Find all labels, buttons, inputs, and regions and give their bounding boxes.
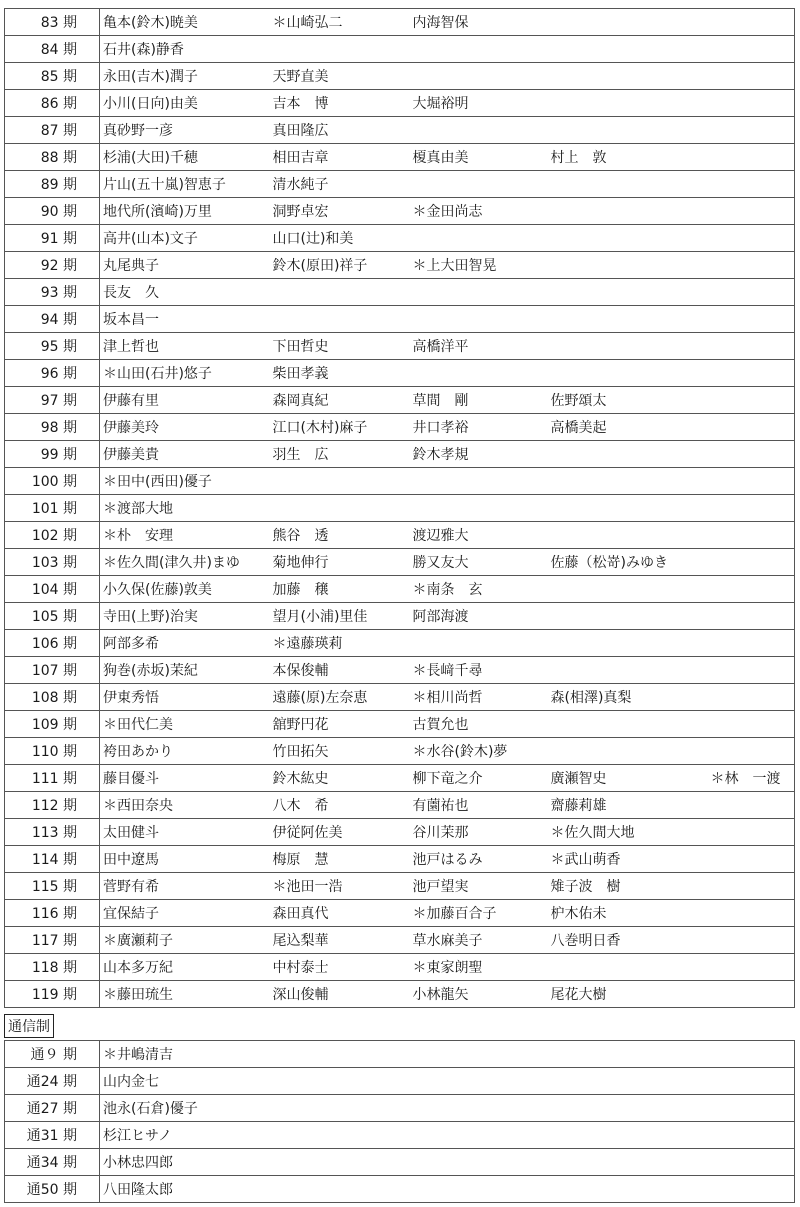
- term-cell: 96 期: [5, 360, 100, 387]
- name-cell: [410, 36, 548, 63]
- name-cell: [708, 927, 795, 954]
- term-cell: 85 期: [5, 63, 100, 90]
- table-row: [5, 765, 795, 792]
- term-cell: 93 期: [5, 279, 100, 306]
- name-cell: 高橋美起: [548, 414, 708, 441]
- name-cell: 雉子波 樹: [548, 873, 708, 900]
- name-cell: [708, 63, 795, 90]
- table-row: [5, 549, 795, 576]
- name-cell: 亀本(鈴木)暁美: [100, 9, 270, 36]
- name-cell: [548, 360, 708, 387]
- name-cell: 榎真由美: [410, 144, 548, 171]
- name-cell: 齋藤莉雄: [548, 792, 708, 819]
- name-cell: 坂本昌一: [100, 306, 270, 333]
- name-cell: [708, 9, 795, 36]
- name-cell: [548, 306, 708, 333]
- name-cell: [548, 279, 708, 306]
- table-row: [5, 954, 795, 981]
- name-cell: ＊長﨑千尋: [410, 657, 548, 684]
- name-cell: [708, 225, 795, 252]
- name-cell: 宜保結子: [100, 900, 270, 927]
- name-cell: [410, 306, 548, 333]
- name-cell: 古賀允也: [410, 711, 548, 738]
- table-row: [5, 819, 795, 846]
- name-cell: ＊朴 安理: [100, 522, 270, 549]
- term-cell: 84 期: [5, 36, 100, 63]
- name-cell: ＊藤田琉生: [100, 981, 270, 1008]
- name-cell: [708, 819, 795, 846]
- name-cell: ＊田中(西田)優子: [100, 468, 270, 495]
- name-cell: 太田健斗: [100, 819, 270, 846]
- table-row: [5, 414, 795, 441]
- name-cell: 山口(辻)和美: [270, 225, 410, 252]
- name-cell: 熊谷 透: [270, 522, 410, 549]
- name-cell: [270, 36, 410, 63]
- name-cell: ＊山崎弘二: [270, 9, 410, 36]
- table-row: [5, 576, 795, 603]
- name-cell: 内海智保: [410, 9, 548, 36]
- name-cell: 枦木佑未: [548, 900, 708, 927]
- name-cell: [548, 954, 708, 981]
- table-row: [5, 144, 795, 171]
- name-cell: 伊東秀悟: [100, 684, 270, 711]
- name-cell: 小林龍矢: [410, 981, 548, 1008]
- term-cell: 116 期: [5, 900, 100, 927]
- name-cell: 渡辺雅大: [410, 522, 548, 549]
- table-row: [5, 630, 795, 657]
- table-row: [5, 171, 795, 198]
- table-row: [5, 360, 795, 387]
- name-cell: 寺田(上野)治実: [100, 603, 270, 630]
- name-cell: [708, 198, 795, 225]
- name-cell: 菊地伸行: [270, 549, 410, 576]
- term-cell: 94 期: [5, 306, 100, 333]
- table-row: [5, 252, 795, 279]
- name-cell: 洞野卓宏: [270, 198, 410, 225]
- term-cell: 89 期: [5, 171, 100, 198]
- name-cell: [410, 630, 548, 657]
- name-cell: [708, 360, 795, 387]
- table-row: [5, 333, 795, 360]
- name-cell: [708, 36, 795, 63]
- table-row: [5, 441, 795, 468]
- term-cell: 118 期: [5, 954, 100, 981]
- name-cell: ＊東家朗聖: [410, 954, 548, 981]
- name-cell: [708, 711, 795, 738]
- name-cell: 八田隆太郎: [100, 1176, 795, 1203]
- name-cell: [548, 630, 708, 657]
- name-cell: [548, 36, 708, 63]
- name-cell: [548, 495, 708, 522]
- name-cell: [270, 279, 410, 306]
- name-cell: 池戸はるみ: [410, 846, 548, 873]
- name-cell: [708, 171, 795, 198]
- name-cell: 竹田拓矢: [270, 738, 410, 765]
- name-cell: [708, 684, 795, 711]
- name-cell: 大堀裕明: [410, 90, 548, 117]
- tsushin-table-body: [5, 1041, 795, 1203]
- name-cell: [708, 873, 795, 900]
- name-cell: 江口(木村)麻子: [270, 414, 410, 441]
- name-cell: [708, 738, 795, 765]
- table-row: [5, 1041, 795, 1068]
- name-cell: [708, 279, 795, 306]
- name-cell: [548, 171, 708, 198]
- name-cell: ＊田代仁美: [100, 711, 270, 738]
- tsushin-table: [4, 1040, 795, 1203]
- name-cell: 池戸望実: [410, 873, 548, 900]
- name-cell: [708, 603, 795, 630]
- name-cell: [548, 468, 708, 495]
- term-cell: 101 期: [5, 495, 100, 522]
- term-cell: 114 期: [5, 846, 100, 873]
- name-cell: [708, 630, 795, 657]
- table-row: [5, 1122, 795, 1149]
- name-cell: 高橋洋平: [410, 333, 548, 360]
- name-cell: [708, 90, 795, 117]
- name-cell: 佐藤（松嵜)みゆき: [548, 549, 708, 576]
- name-cell: [708, 954, 795, 981]
- name-cell: [548, 90, 708, 117]
- table-row: [5, 306, 795, 333]
- name-cell: ＊山田(石井)悠子: [100, 360, 270, 387]
- name-cell: 山本多万紀: [100, 954, 270, 981]
- term-cell: 通24 期: [5, 1068, 100, 1095]
- name-cell: 草間 剛: [410, 387, 548, 414]
- name-cell: [548, 603, 708, 630]
- name-cell: [708, 846, 795, 873]
- name-cell: 小久保(佐藤)敦美: [100, 576, 270, 603]
- name-cell: [708, 549, 795, 576]
- name-cell: [548, 63, 708, 90]
- name-cell: 伊藤有里: [100, 387, 270, 414]
- name-cell: 谷川茉那: [410, 819, 548, 846]
- name-cell: ＊相川尚哲: [410, 684, 548, 711]
- term-cell: 112 期: [5, 792, 100, 819]
- name-cell: 尾込梨華: [270, 927, 410, 954]
- name-cell: [548, 333, 708, 360]
- name-cell: 加藤 穣: [270, 576, 410, 603]
- table-row: [5, 927, 795, 954]
- name-cell: [708, 792, 795, 819]
- term-cell: 104 期: [5, 576, 100, 603]
- name-cell: 地代所(濱崎)万里: [100, 198, 270, 225]
- name-cell: [410, 495, 548, 522]
- table-row: [5, 522, 795, 549]
- name-cell: ＊林 一渡: [708, 765, 795, 792]
- name-cell: [548, 117, 708, 144]
- name-cell: 中村泰士: [270, 954, 410, 981]
- alumni-table-body: [5, 9, 795, 1008]
- name-cell: 片山(五十嵐)智恵子: [100, 171, 270, 198]
- name-cell: 井口孝裕: [410, 414, 548, 441]
- table-row: [5, 846, 795, 873]
- term-cell: 115 期: [5, 873, 100, 900]
- name-cell: 村上 敦: [548, 144, 708, 171]
- term-cell: 86 期: [5, 90, 100, 117]
- name-cell: [708, 657, 795, 684]
- name-cell: ＊佐久間(津久井)まゆ: [100, 549, 270, 576]
- name-cell: [708, 495, 795, 522]
- term-cell: 117 期: [5, 927, 100, 954]
- name-cell: 梅原 慧: [270, 846, 410, 873]
- table-row: [5, 387, 795, 414]
- name-cell: [270, 468, 410, 495]
- name-cell: [708, 981, 795, 1008]
- name-cell: 天野直美: [270, 63, 410, 90]
- term-cell: 97 期: [5, 387, 100, 414]
- term-cell: 83 期: [5, 9, 100, 36]
- name-cell: [708, 252, 795, 279]
- name-cell: [548, 738, 708, 765]
- term-cell: 119 期: [5, 981, 100, 1008]
- name-cell: 小林忠四郎: [100, 1149, 795, 1176]
- name-cell: [410, 225, 548, 252]
- name-cell: [708, 522, 795, 549]
- table-row: [5, 225, 795, 252]
- term-cell: 99 期: [5, 441, 100, 468]
- term-cell: 通９ 期: [5, 1041, 100, 1068]
- table-row: [5, 468, 795, 495]
- name-cell: [270, 306, 410, 333]
- section-label-tsushin: 通信制: [4, 1014, 54, 1038]
- name-cell: 石井(森)静香: [100, 36, 270, 63]
- table-row: [5, 9, 795, 36]
- name-cell: 八巻明日香: [548, 927, 708, 954]
- table-row: [5, 1176, 795, 1203]
- name-cell: ＊武山萌香: [548, 846, 708, 873]
- name-cell: ＊池田一浩: [270, 873, 410, 900]
- name-cell: ＊井嶋清吉: [100, 1041, 795, 1068]
- name-cell: 菅野有希: [100, 873, 270, 900]
- name-cell: 阿部海渡: [410, 603, 548, 630]
- term-cell: 103 期: [5, 549, 100, 576]
- name-cell: 池永(石倉)優子: [100, 1095, 795, 1122]
- table-row: [5, 117, 795, 144]
- term-cell: 通31 期: [5, 1122, 100, 1149]
- name-cell: 永田(吉木)潤子: [100, 63, 270, 90]
- name-cell: 丸尾典子: [100, 252, 270, 279]
- term-cell: 98 期: [5, 414, 100, 441]
- name-cell: [708, 576, 795, 603]
- name-cell: ＊遠藤瑛莉: [270, 630, 410, 657]
- table-row: [5, 279, 795, 306]
- name-cell: ＊水谷(鈴木)夢: [410, 738, 548, 765]
- table-row: [5, 90, 795, 117]
- name-cell: 清水純子: [270, 171, 410, 198]
- name-cell: 阿部多希: [100, 630, 270, 657]
- name-cell: [410, 360, 548, 387]
- name-cell: ＊加藤百合子: [410, 900, 548, 927]
- name-cell: 勝又友大: [410, 549, 548, 576]
- term-cell: 88 期: [5, 144, 100, 171]
- table-row: [5, 1149, 795, 1176]
- term-cell: 110 期: [5, 738, 100, 765]
- name-cell: [270, 495, 410, 522]
- name-cell: [708, 306, 795, 333]
- name-cell: 廣瀬智史: [548, 765, 708, 792]
- table-row: [5, 738, 795, 765]
- name-cell: 森田真代: [270, 900, 410, 927]
- name-cell: 森(相澤)真梨: [548, 684, 708, 711]
- table-row: [5, 63, 795, 90]
- name-cell: [708, 387, 795, 414]
- name-cell: 深山俊輔: [270, 981, 410, 1008]
- name-cell: 尾花大樹: [548, 981, 708, 1008]
- term-cell: 108 期: [5, 684, 100, 711]
- table-row: [5, 792, 795, 819]
- term-cell: 90 期: [5, 198, 100, 225]
- name-cell: [708, 144, 795, 171]
- name-cell: 杉江ヒサノ: [100, 1122, 795, 1149]
- name-cell: [548, 522, 708, 549]
- table-row: [5, 36, 795, 63]
- name-cell: 八木 希: [270, 792, 410, 819]
- name-cell: [708, 441, 795, 468]
- name-cell: 伊藤美玲: [100, 414, 270, 441]
- name-cell: ＊廣瀬莉子: [100, 927, 270, 954]
- name-cell: 吉本 博: [270, 90, 410, 117]
- name-cell: 袴田あかり: [100, 738, 270, 765]
- term-cell: 95 期: [5, 333, 100, 360]
- name-cell: 下田哲史: [270, 333, 410, 360]
- table-row: [5, 684, 795, 711]
- name-cell: [548, 441, 708, 468]
- term-cell: 107 期: [5, 657, 100, 684]
- name-cell: [548, 576, 708, 603]
- term-cell: 92 期: [5, 252, 100, 279]
- name-cell: 柴田孝義: [270, 360, 410, 387]
- name-cell: ＊西田奈央: [100, 792, 270, 819]
- name-cell: 草水麻美子: [410, 927, 548, 954]
- name-cell: [708, 468, 795, 495]
- name-cell: 舘野円花: [270, 711, 410, 738]
- name-cell: [548, 657, 708, 684]
- name-cell: [548, 252, 708, 279]
- name-cell: 藤目優斗: [100, 765, 270, 792]
- table-row: [5, 495, 795, 522]
- name-cell: [410, 468, 548, 495]
- name-cell: 田中遼馬: [100, 846, 270, 873]
- name-cell: 真田隆広: [270, 117, 410, 144]
- table-row: [5, 603, 795, 630]
- table-row: [5, 711, 795, 738]
- term-cell: 106 期: [5, 630, 100, 657]
- term-cell: 87 期: [5, 117, 100, 144]
- name-cell: ＊渡部大地: [100, 495, 270, 522]
- name-cell: 山内金七: [100, 1068, 795, 1095]
- term-cell: 100 期: [5, 468, 100, 495]
- name-cell: 鈴木紘史: [270, 765, 410, 792]
- name-cell: [708, 900, 795, 927]
- name-cell: ＊上大田智晃: [410, 252, 548, 279]
- name-cell: [548, 711, 708, 738]
- name-cell: [708, 414, 795, 441]
- table-row: [5, 900, 795, 927]
- term-cell: 通34 期: [5, 1149, 100, 1176]
- name-cell: [708, 333, 795, 360]
- name-cell: 相田吉章: [270, 144, 410, 171]
- name-cell: 本保俊輔: [270, 657, 410, 684]
- name-cell: 有薗祐也: [410, 792, 548, 819]
- table-row: [5, 981, 795, 1008]
- term-cell: 113 期: [5, 819, 100, 846]
- term-cell: 109 期: [5, 711, 100, 738]
- name-cell: [410, 279, 548, 306]
- name-cell: 羽生 広: [270, 441, 410, 468]
- term-cell: 通50 期: [5, 1176, 100, 1203]
- name-cell: 長友 久: [100, 279, 270, 306]
- alumni-table: [4, 8, 795, 1008]
- name-cell: 狗巻(赤坂)茉紀: [100, 657, 270, 684]
- table-row: [5, 1095, 795, 1122]
- name-cell: 小川(日向)由美: [100, 90, 270, 117]
- name-cell: 高井(山本)文子: [100, 225, 270, 252]
- name-cell: 真砂野一彦: [100, 117, 270, 144]
- term-cell: 105 期: [5, 603, 100, 630]
- name-cell: [708, 117, 795, 144]
- name-cell: 遠藤(原)左奈恵: [270, 684, 410, 711]
- table-row: [5, 1068, 795, 1095]
- table-row: [5, 198, 795, 225]
- name-cell: ＊佐久間大地: [548, 819, 708, 846]
- name-cell: 鈴木(原田)祥子: [270, 252, 410, 279]
- term-cell: 通27 期: [5, 1095, 100, 1122]
- term-cell: 102 期: [5, 522, 100, 549]
- name-cell: ＊南条 玄: [410, 576, 548, 603]
- name-cell: 鈴木孝規: [410, 441, 548, 468]
- name-cell: 津上哲也: [100, 333, 270, 360]
- name-cell: 佐野頌太: [548, 387, 708, 414]
- table-row: [5, 873, 795, 900]
- name-cell: 望月(小浦)里佳: [270, 603, 410, 630]
- name-cell: [548, 9, 708, 36]
- name-cell: [548, 225, 708, 252]
- term-cell: 91 期: [5, 225, 100, 252]
- name-cell: [548, 198, 708, 225]
- term-cell: 111 期: [5, 765, 100, 792]
- name-cell: 杉浦(大田)千穂: [100, 144, 270, 171]
- table-row: [5, 657, 795, 684]
- name-cell: [410, 171, 548, 198]
- name-cell: 柳下竜之介: [410, 765, 548, 792]
- name-cell: 伊従阿佐美: [270, 819, 410, 846]
- name-cell: ＊金田尚志: [410, 198, 548, 225]
- name-cell: [410, 117, 548, 144]
- name-cell: [410, 63, 548, 90]
- name-cell: 森岡真紀: [270, 387, 410, 414]
- name-cell: 伊藤美貴: [100, 441, 270, 468]
